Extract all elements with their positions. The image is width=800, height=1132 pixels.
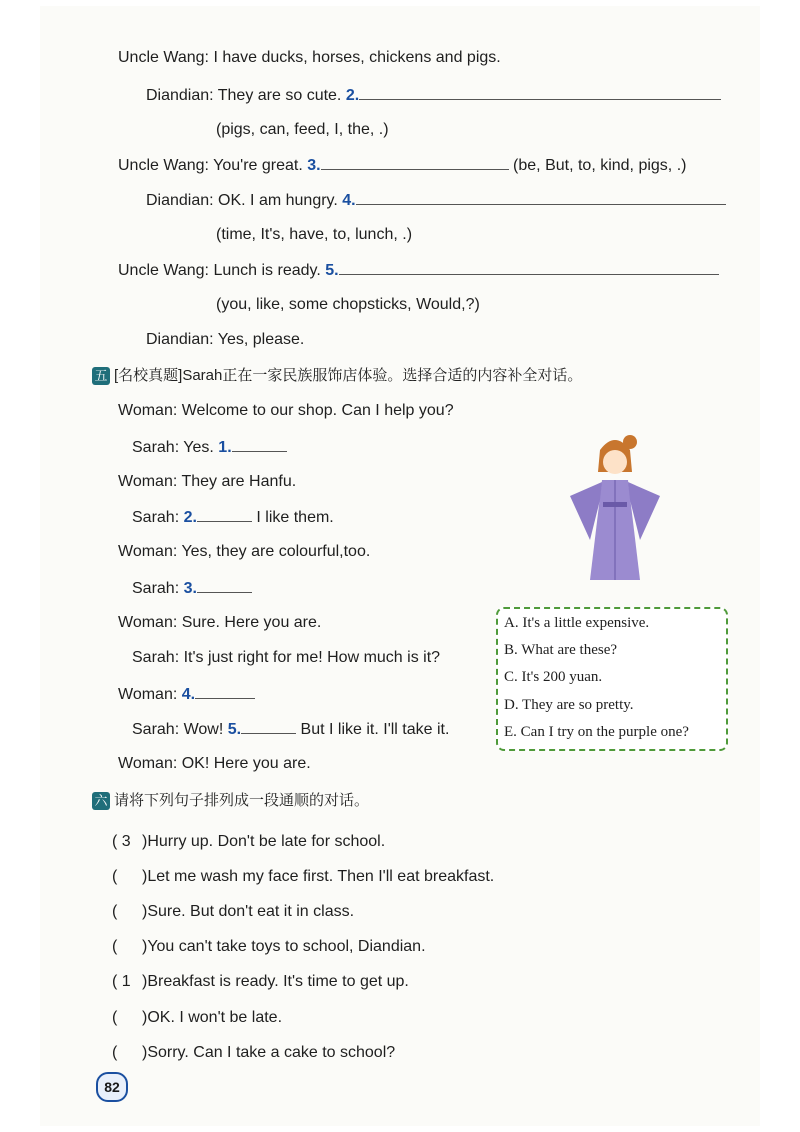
dialogue-line: Sarah: 2. I like them. xyxy=(132,509,334,526)
order-answer-slot[interactable]: ( 1 xyxy=(112,973,131,990)
hanfu-girl-illustration xyxy=(560,430,670,590)
section-five-header: 五 [名校真题]Sarah正在一家民族服饰店体验。选择合适的内容补全对话。 xyxy=(92,366,582,386)
answer-blank[interactable] xyxy=(359,85,721,100)
ordering-item: ()OK. I won't be late. xyxy=(112,1009,283,1026)
ordering-item: ( 3 )Hurry up. Don't be late for school. xyxy=(112,833,386,850)
dialogue-line: Sarah: 3. xyxy=(132,578,252,599)
dialogue-line: Sarah: Yes. 1. xyxy=(132,437,287,458)
order-answer-slot[interactable]: ( xyxy=(112,903,118,920)
answer-blank[interactable] xyxy=(241,719,296,734)
word-hint: (pigs, can, feed, I, the, .) xyxy=(216,121,389,138)
dialogue-line: Woman: OK! Here you are. xyxy=(118,755,311,772)
order-answer-slot[interactable]: ( xyxy=(112,1044,118,1061)
order-answer-slot[interactable]: ( xyxy=(112,938,118,955)
ordering-item: ()Let me wash my face first. Then I'll eat breakfast. xyxy=(112,868,495,885)
order-answer-slot[interactable]: ( 3 xyxy=(112,833,131,850)
dialogue-line: Diandian: OK. I am hungry. 4. xyxy=(146,190,726,211)
section-six-header: 六 请将下列句子排列成一段通顺的对话。 xyxy=(92,791,369,811)
dialogue-line: Woman: Welcome to our shop. Can I help you? xyxy=(118,402,454,419)
answer-options-box xyxy=(496,607,728,751)
dialogue-line: Woman: They are Hanfu. xyxy=(118,473,297,490)
answer-blank[interactable] xyxy=(197,578,252,593)
ordering-item: ()You can't take toys to school, Diandian. xyxy=(112,938,426,955)
page-number: 82 xyxy=(96,1072,128,1102)
dialogue-line: Sarah: Wow! 5. But I like it. I'll take it. xyxy=(132,721,450,738)
ordering-item: ()Sure. But don't eat it in class. xyxy=(112,903,355,920)
answer-blank[interactable] xyxy=(339,260,719,275)
section-badge: 五 xyxy=(92,367,110,385)
answer-blank[interactable] xyxy=(232,437,287,452)
option-d: D. They are so pretty. xyxy=(504,697,634,713)
order-answer-slot[interactable]: ( xyxy=(112,1009,118,1026)
answer-blank[interactable] xyxy=(321,155,509,170)
answer-blank[interactable] xyxy=(195,684,255,699)
option-b: B. What are these? xyxy=(504,642,618,658)
dialogue-line: Woman: 4. xyxy=(118,684,255,705)
dialogue-line: Woman: Yes, they are colourful,too. xyxy=(118,543,371,560)
dialogue-line: Woman: Sure. Here you are. xyxy=(118,614,322,631)
dialogue-line: Diandian: Yes, please. xyxy=(146,331,305,348)
section-badge: 六 xyxy=(92,792,110,810)
ordering-item: ()Sorry. Can I take a cake to school? xyxy=(112,1044,396,1061)
order-answer-slot[interactable]: ( xyxy=(112,868,118,885)
answer-blank[interactable] xyxy=(197,507,252,522)
dialogue-line: Uncle Wang: I have ducks, horses, chickens and pigs. xyxy=(118,49,501,66)
dialogue-line: Diandian: They are so cute. 2. xyxy=(146,85,721,106)
dialogue-line: Uncle Wang: You're great. 3. (be, But, to, kind, pigs, .) xyxy=(118,157,687,174)
option-a: A. It's a little expensive. xyxy=(504,615,650,631)
option-c: C. It's 200 yuan. xyxy=(504,669,603,685)
word-hint: (you, like, some chopsticks, Would,?) xyxy=(216,296,480,313)
option-e: E. Can I try on the purple one? xyxy=(504,724,689,740)
answer-blank[interactable] xyxy=(356,190,726,205)
dialogue-line: Sarah: It's just right for me! How much is it? xyxy=(132,649,441,666)
dialogue-line: Uncle Wang: Lunch is ready. 5. xyxy=(118,260,719,281)
ordering-item: ( 1 )Breakfast is ready. It's time to get up. xyxy=(112,973,409,990)
word-hint: (time, It's, have, to, lunch, .) xyxy=(216,226,413,243)
